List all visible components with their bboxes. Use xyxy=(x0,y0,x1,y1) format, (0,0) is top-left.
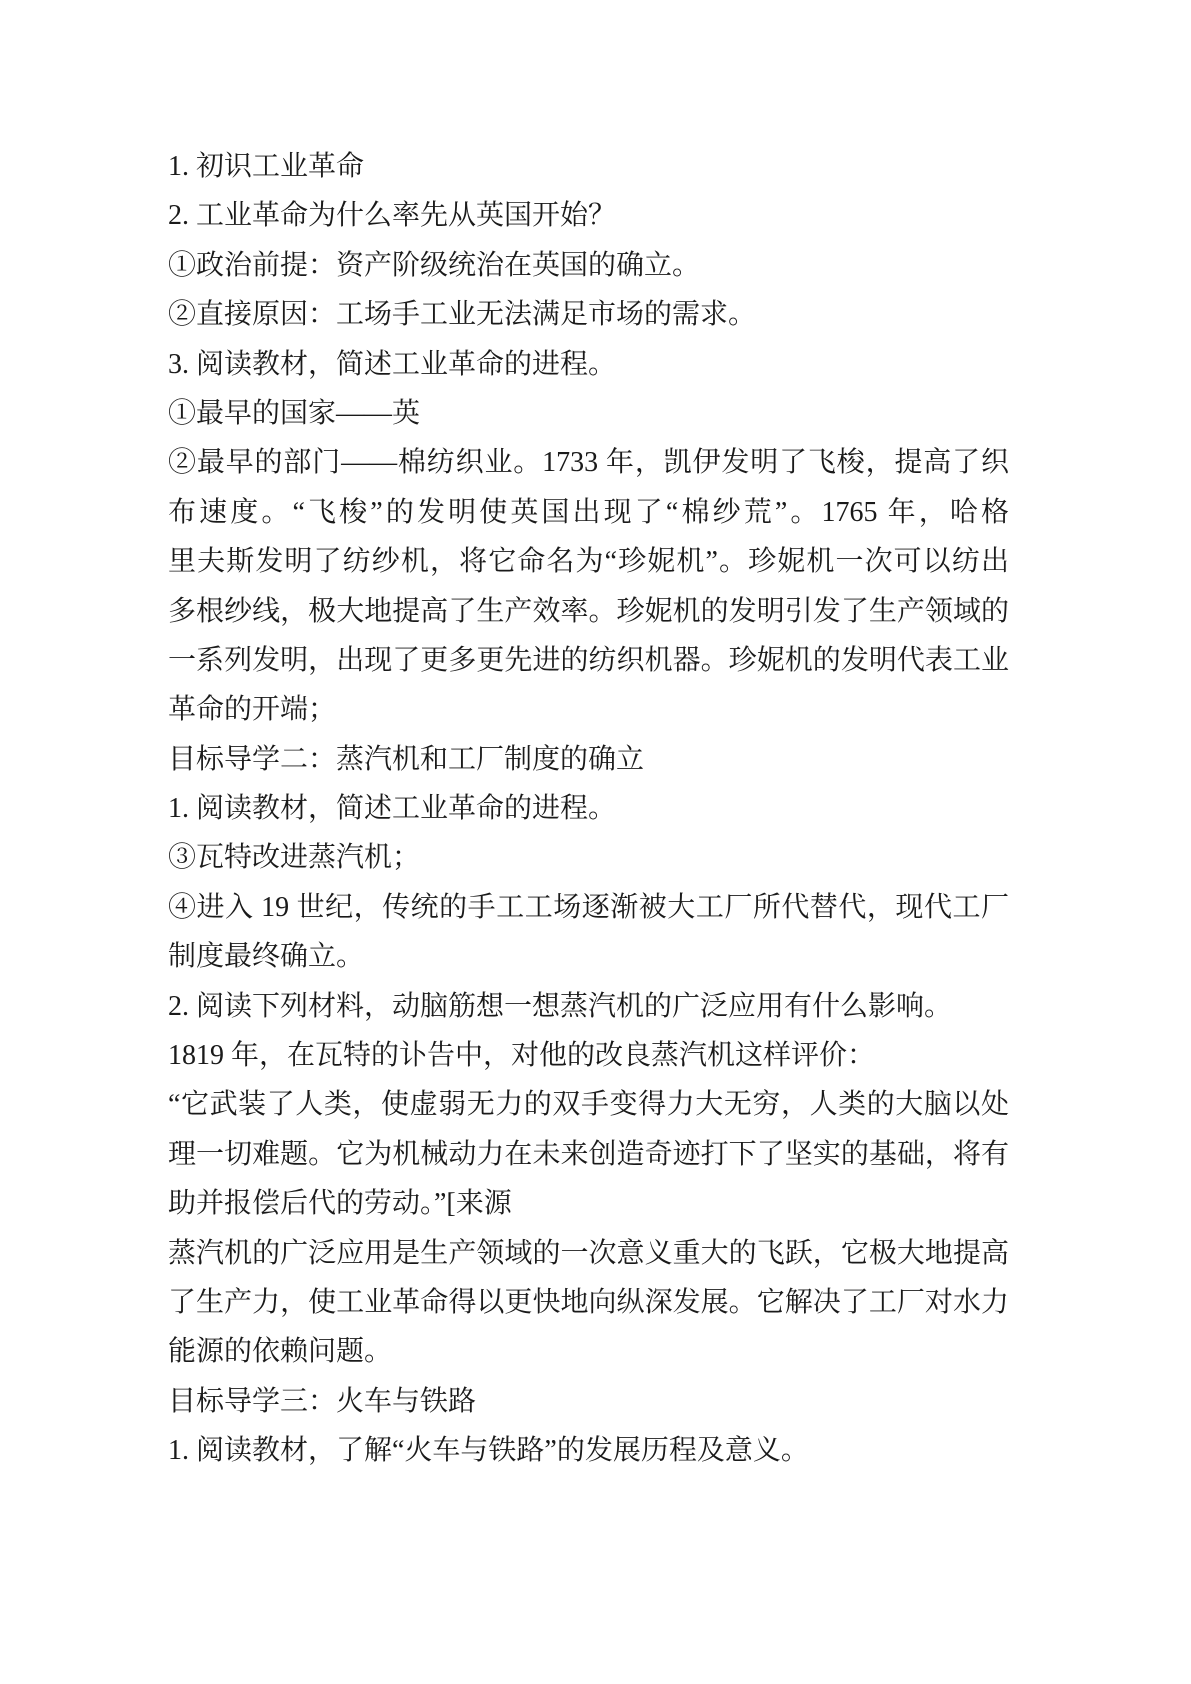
text-line: 1. 阅读教材，简述工业革命的进程。 xyxy=(168,793,617,825)
text-line: ③瓦特改进蒸汽机； xyxy=(168,842,421,874)
text-line: ②直接原因：工场手工业无法满足市场的需求。 xyxy=(168,299,757,331)
text-line: 布速度。“飞梭”的发明使英国出现了“棉纱荒”。1765 年，哈格 xyxy=(168,496,1009,528)
text-line: 理一切难题。它为机械动力在未来创造奇迹打下了坚实的基础，将有 xyxy=(168,1138,1009,1170)
text-line: 3. 阅读教材，简述工业革命的进程。 xyxy=(168,348,617,380)
text-line: 多根纱线，极大地提高了生产效率。珍妮机的发明引发了生产领域的 xyxy=(168,595,1009,627)
text-line: ④进入 19 世纪，传统的手工工场逐渐被大工厂所代替代，现代工厂 xyxy=(168,891,1009,923)
text-line: 一系列发明，出现了更多更先进的纺织机器。珍妮机的发明代表工业 xyxy=(168,644,1009,676)
text-line: 了生产力，使工业革命得以更快地向纵深发展。它解决了工厂对水力 xyxy=(168,1286,1009,1318)
text-line: ②最早的部门——棉纺织业。1733 年，凯伊发明了飞梭，提高了织 xyxy=(168,447,1009,479)
text-line: 蒸汽机的广泛应用是生产领域的一次意义重大的飞跃，它极大地提高 xyxy=(168,1237,1009,1269)
text-line: 里夫斯发明了纺纱机，将它命名为“珍妮机”。珍妮机一次可以纺出 xyxy=(168,546,1009,578)
text-line: “它武装了人类，使虚弱无力的双手变得力大无穷，人类的大脑以处 xyxy=(168,1089,1009,1121)
text-line: 1. 阅读教材，了解“火车与铁路”的发展历程及意义。 xyxy=(168,1435,809,1467)
text-line: 1. 初识工业革命 xyxy=(168,151,365,182)
text-line: 1819 年，在瓦特的讣告中，对他的改良蒸汽机这样评价： xyxy=(168,1040,876,1072)
text-line: 助并报偿后代的劳动。”[来源 xyxy=(168,1188,512,1220)
text-line: 目标导学三：火车与铁路 xyxy=(168,1385,477,1417)
text-line: 2. 阅读下列材料，动脑筋想一想蒸汽机的广泛应用有什么影响。 xyxy=(168,990,953,1022)
text-line: ①最早的国家——英 xyxy=(168,397,421,429)
text-line: 2. 工业革命为什么率先从英国开始？ xyxy=(168,200,617,232)
text-line: 革命的开端； xyxy=(168,694,337,726)
text-line: ①政治前提：资产阶级统治在英国的确立。 xyxy=(168,249,701,281)
text-line: 目标导学二：蒸汽机和工厂制度的确立 xyxy=(168,743,645,775)
text-line: 能源的依赖问题。 xyxy=(168,1336,393,1368)
text-block xyxy=(168,142,1009,1476)
text-line: 制度最终确立。 xyxy=(168,941,365,973)
